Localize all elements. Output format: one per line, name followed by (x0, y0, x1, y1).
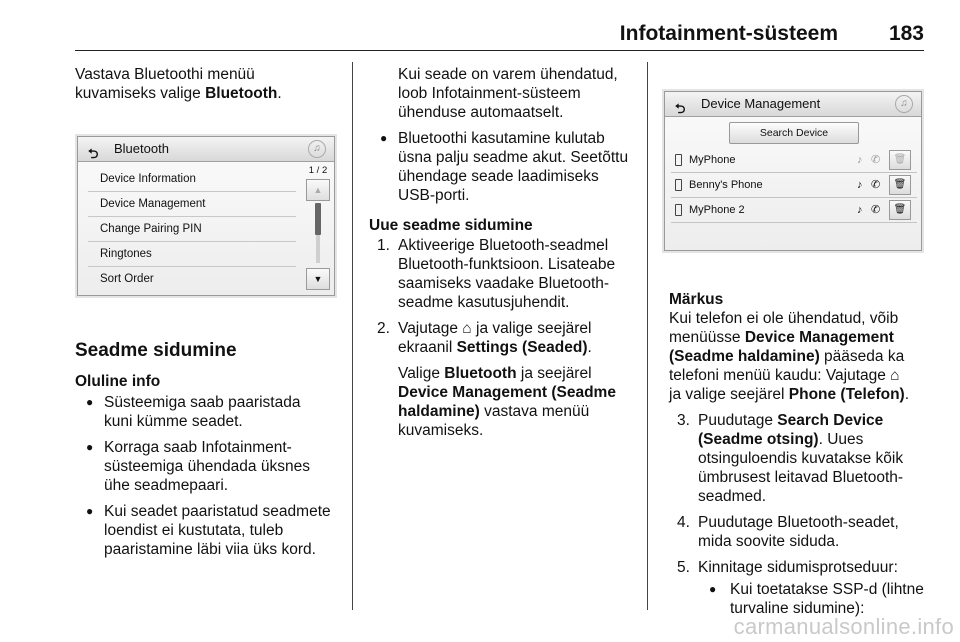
step-3: 3. Puudutage Search Device (Seadme otsing). Uues otsinguloendis kuvatakse kõik ümbrusest leitavad Bluetooth- seadmed. (677, 412, 904, 505)
menu-item-device-information[interactable]: Device Information (88, 167, 296, 192)
list-item: ● Kui toetatakse SSP-d (lihtne turvaline sidumine): (698, 580, 931, 618)
phone-icon (675, 179, 682, 191)
step-1: 1. Aktiveerige Bluetooth-seadmel Bluetooth-funktsioon. Lisateabe saamiseks vaadake Bluetooth- seadme kasutusjuhendit. (377, 237, 616, 311)
search-device-button[interactable]: Search Device (729, 122, 859, 144)
bluetooth-screen (75, 134, 337, 298)
step-2: 2. Vajutage ⌂ ja valige seejärel ekraanil Settings (Seaded). Valige Bluetooth ja seejärel Device Management (Seadme haldamine) vastava menüü kuvamiseks. (377, 320, 616, 439)
menu-item-ringtones[interactable]: Ringtones (88, 242, 296, 267)
bluetooth-audio-icon: ♪ (857, 179, 863, 191)
back-arrow-icon[interactable]: ⮌ (88, 146, 99, 161)
left-intro: Vastava Bluetoothi menüü kuvamiseks valige Bluetooth. (75, 66, 282, 102)
menu-item-device-management[interactable]: Device Management (88, 192, 296, 217)
phone-icon (675, 204, 682, 216)
page-indicator: 1 / 2 (308, 165, 328, 176)
section-heading: Seadme sidumine (75, 340, 237, 361)
screen-title-bar (78, 137, 334, 162)
subheading-oluline-info: Oluline info (75, 373, 161, 390)
step-5: 5. Kinnitage sidumisprotseduur: ● Kui toetatakse SSP-d (lihtne turvaline sidumine): (669, 558, 931, 618)
phone-handset-icon: ✆ (871, 154, 881, 166)
phone-icon (675, 154, 682, 166)
list-item: ● Kui seadet paaristatud seadmete loendist ei kustutata, tuleb paaristamine läbi viia üks kord. (75, 502, 347, 559)
screen-title-bar (665, 92, 921, 117)
right-column: Märkus Kui telefon ei ole ühendatud, võib menüüsse Device Management (Seadme haldamine) pääseda ka telefoni menüü kaudu: Vajutage ⌂ ja valige seejärel Phone (Telefon). 3. Puudutage Search Device (Seadme otsing). Uues otsinguloendis kuvatakse kõik ümbrusest leitavad Bluetooth- seadmed. 4. Puudutage Bluetooth-seadet, mida soovite siduda. 5. Kinnitage sidumisprotseduur: ● Kui toetatakse SSP-d (lihtne turvaline sidumine): (669, 290, 931, 618)
bluetooth-audio-icon: ♪ (857, 154, 863, 166)
menu-item-sort-order[interactable]: Sort Order (100, 273, 154, 285)
device-row-myphone-2[interactable]: MyPhone 2 ♪ ✆ 🗑 (671, 198, 917, 223)
back-arrow-icon[interactable]: ⮌ (675, 101, 686, 116)
trash-icon[interactable]: 🗑 (889, 150, 911, 170)
music-note-icon[interactable]: ♫ (895, 95, 913, 113)
music-note-icon[interactable]: ♫ (308, 140, 326, 158)
device-row-bennys-phone[interactable]: Benny's Phone ♪ ✆ 🗑 (671, 173, 917, 198)
continued-text: Kui seade on varem ühendatud, loob Infotainment-süsteem ühenduse automaatselt. (398, 66, 618, 121)
home-icon: ⌂ (462, 320, 472, 337)
phone-handset-icon: ✆ (871, 179, 881, 191)
device-management-screen (662, 89, 924, 253)
device-row-myphone[interactable]: MyPhone ♪ ✆ 🗑 (671, 148, 917, 173)
phone-handset-icon: ✆ (871, 204, 881, 216)
home-icon: ⌂ (890, 367, 900, 384)
left-section (75, 341, 347, 559)
watermark: carmanualsonline.info (733, 614, 954, 639)
screen-title: Device Management (701, 96, 821, 111)
list-item: ● Bluetoothi kasutamine kulutab üsna palju seadme akut. Seetõttu ühendage seade laadimiseks USB-porti. (369, 129, 641, 205)
column-divider-1 (352, 62, 353, 610)
trash-icon[interactable]: 🗑 (889, 200, 911, 220)
scrollbar-thumb[interactable] (315, 203, 321, 235)
bluetooth-audio-icon: ♪ (857, 204, 863, 216)
middle-column (369, 65, 641, 440)
step-4: 4. Puudutage Bluetooth-seadet, mida soovite siduda. (677, 514, 899, 550)
scrollbar[interactable] (306, 165, 330, 293)
header-title: Infotainment-süsteem (619, 22, 838, 45)
page-header (75, 20, 924, 51)
arrow-down-icon[interactable]: ▼ (306, 268, 330, 290)
page-number: 183 (888, 22, 924, 45)
arrow-up-icon[interactable]: ▲ (306, 179, 330, 201)
menu-item-change-pairing-pin[interactable]: Change Pairing PIN (88, 217, 296, 242)
subheading-uue-seadme-sidumine: Uue seadme sidumine (369, 217, 533, 234)
list-item: ● Korraga saab Infotainment- süsteemiga ühendada üksnes ühe seadmepaari. (75, 438, 347, 495)
list-item: ● Süsteemiga saab paaristada kuni kümme seadet. (75, 393, 347, 431)
trash-icon[interactable]: 🗑 (889, 175, 911, 195)
column-divider-2 (647, 62, 648, 610)
note-heading: Märkus (669, 291, 724, 308)
screen-title: Bluetooth (114, 141, 169, 156)
